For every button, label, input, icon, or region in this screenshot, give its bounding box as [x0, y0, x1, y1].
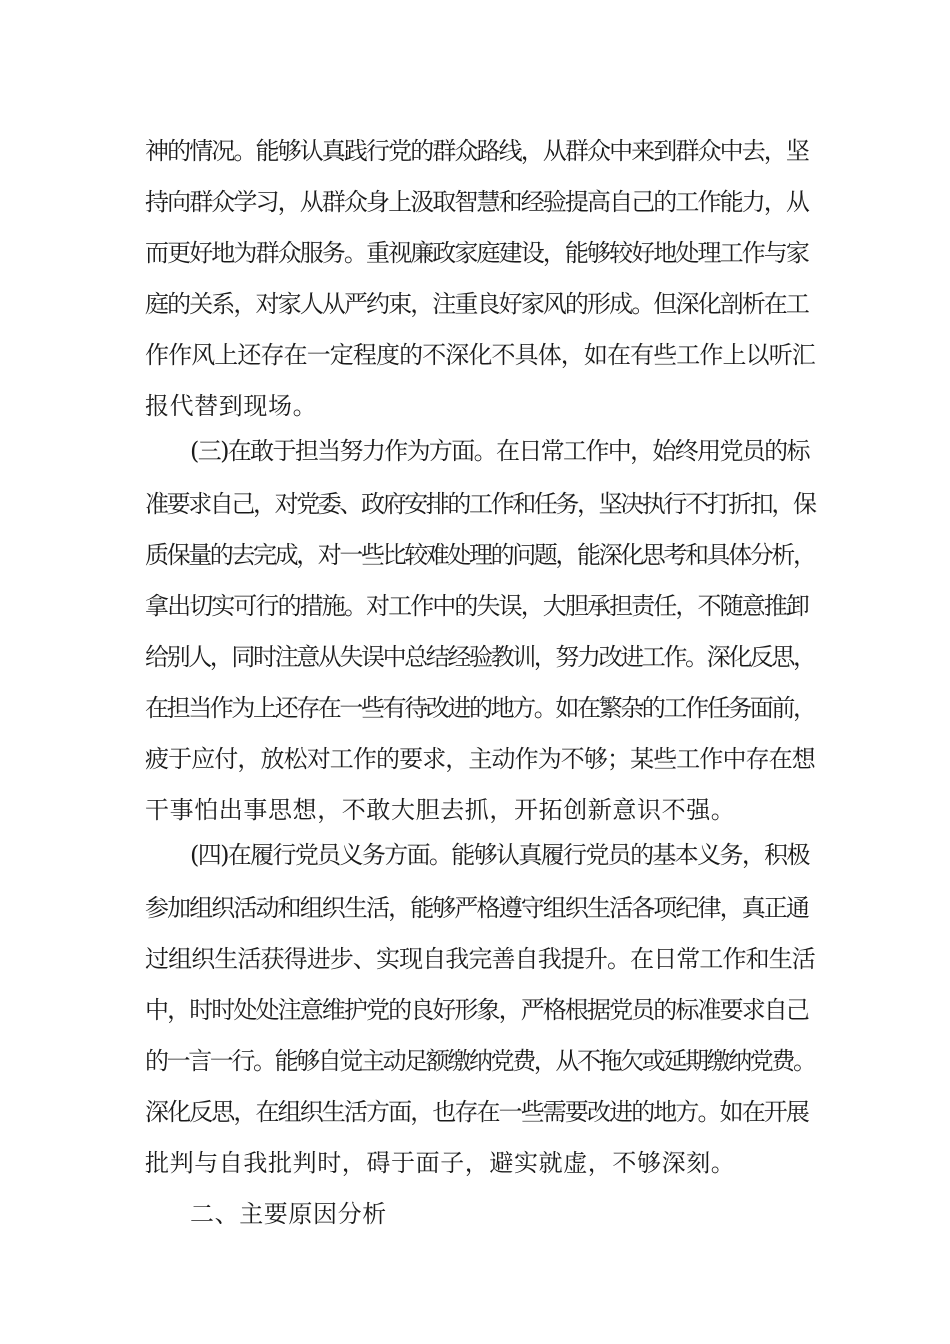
paragraph-line: 在担当作为上还存在一些有待改进的地方。如在繁杂的工作任务面前，	[145, 694, 815, 722]
paragraph-line: 拿出切实可行的措施。对工作中的失误，大胆承担责任，不随意推卸	[145, 592, 808, 620]
paragraph-line: 神的情况。能够认真践行党的群众路线，从群众中来到群众中去，坚	[145, 137, 808, 165]
paragraph-line: 报代替到现场。	[145, 392, 318, 420]
paragraph-line: 中，时时处处注意维护党的良好形象，严格根据党员的标准要求自己	[145, 996, 808, 1024]
paragraph-line: 干事怕出事思想，不敢大胆去抓，开拓创新意识不强。	[145, 796, 736, 824]
paragraph-line: 过组织生活获得进步、实现自我完善自我提升。在日常工作和生活	[145, 945, 815, 973]
paragraph-line: 疲于应付，放松对工作的要求，主动作为不够；某些工作中存在想	[145, 745, 815, 773]
section-heading-three: (三)在敢于担当努力作为方面。在日常工作中，始终用党员的标	[190, 437, 809, 465]
paragraph-line: 的一言一行。能够自觉主动足额缴纳党费，从不拖欠或延期缴纳党费。	[145, 1047, 815, 1075]
paragraph-line: 持向群众学习，从群众身上汲取智慧和经验提高自己的工作能力，从	[145, 188, 808, 216]
paragraph-line: 而更好地为群众服务。重视廉政家庭建设，能够较好地处理工作与家	[145, 239, 808, 267]
paragraph-line: 质保量的去完成，对一些比较难处理的问题，能深化思考和具体分析，	[145, 541, 815, 569]
paragraph-line: 准要求自己，对党委、政府安排的工作和任务，坚决执行不打折扣，保	[145, 490, 815, 518]
paragraph-line: 作作风上还存在一定程度的不深化不具体，如在有些工作上以听汇	[145, 341, 815, 369]
paragraph-line: 深化反思，在组织生活方面，也存在一些需要改进的地方。如在开展	[145, 1098, 808, 1126]
paragraph-line: 庭的关系，对家人从严约束，注重良好家风的形成。但深化剖析在工	[145, 290, 808, 318]
section-heading-four: (四)在履行党员义务方面。能够认真履行党员的基本义务，积极	[190, 841, 809, 869]
paragraph-line: 参加组织活动和组织生活，能够严格遵守组织生活各项纪律，真正通	[145, 894, 808, 922]
paragraph-line: 批判与自我批判时，碍于面子，避实就虚，不够深刻。	[145, 1149, 736, 1177]
section-heading-analysis: 二、主要原因分析	[190, 1200, 387, 1228]
paragraph-line: 给别人，同时注意从失误中总结经验教训，努力改进工作。深化反思，	[145, 643, 815, 671]
